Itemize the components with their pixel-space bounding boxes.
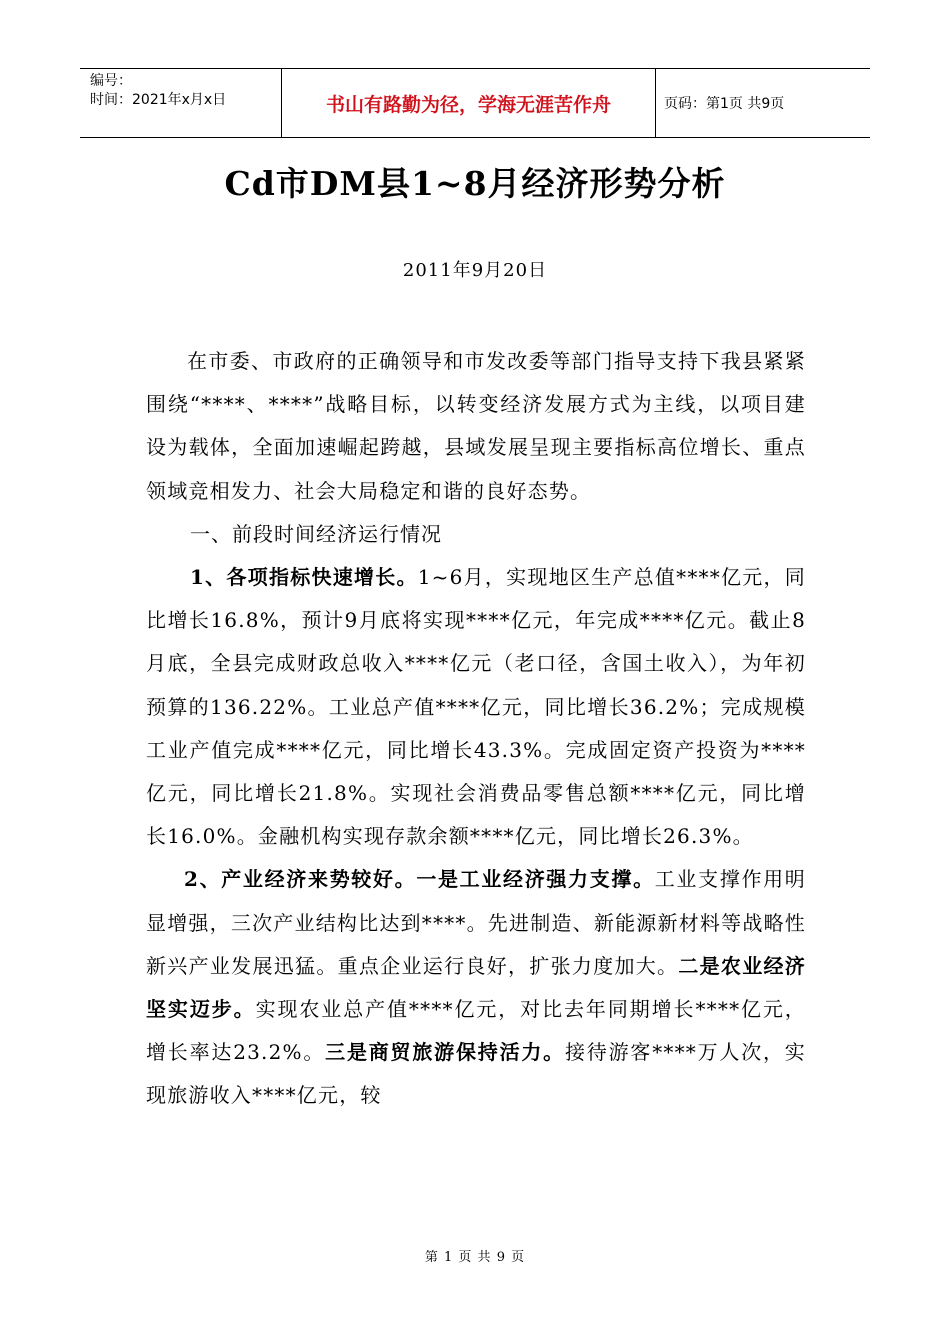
item2-sub3-heading: 三是商贸旅游保持活力。 [325, 1040, 565, 1065]
header-page-info: 页码：第1页 共9页 [664, 96, 785, 112]
item2-sub3-text: 接待游客****万人次，实现旅游收入****亿元，较 [146, 1040, 806, 1108]
item2-sub1-heading: 一是工业经济强力支撑。 [416, 867, 655, 892]
item2-sub2-text: 实现农业总产值****亿元，对比去年同期增长****亿元，增长率达23.2%。 [146, 997, 806, 1065]
number-label: 编号： [90, 73, 132, 89]
item1-text: 1~6月，实现地区生产总值****亿元，同比增长16.8%，预计9月底将实现****亿元，年完成****亿元。截止8月底，全县完成财政总收入****亿元（老口径，含国土收入），为年初预算的136.22%。工业总产值****亿元，同比增长36.2%；完成规模工业产值完成****亿元，同比增长43.3%。完成固定资产投资为****亿元，同比增长21.8%。实现社会消费品零售总额****亿元，同比增长16.0%。金融机构实现存款余额****亿元，同比增长26.3%。 [146, 565, 806, 849]
item2-heading: 2、产业经济来势较好。 [184, 867, 417, 892]
document-title: Cd市DM县1~8月经济形势分析 [224, 164, 726, 203]
document-header [80, 68, 870, 138]
item1-paragraph [146, 556, 806, 858]
section-heading: 一、前段时间经济运行情况 [190, 521, 442, 546]
item2-sub1-text: 工业支撑作用明显增强，三次产业结构比达到****。先进制造、新能源新材料等战略性新兴产业发展迅猛。重点企业运行良好，扩张力度加大。 [146, 867, 806, 978]
intro-paragraph: 在市委、市政府的正确领导和市发改委等部门指导支持下我县紧紧围绕“****、****”战略目标，以转变经济发展方式为主线，以项目建设为载体，全面加速崛起跨越，县域发展呈现主要指标高位增长、重点领域竞相发力、社会大局稳定和谐的良好态势。 [146, 349, 806, 503]
item2-sub2-heading: 二是农业经济坚实迈步。 [146, 953, 807, 1022]
document-body [146, 340, 806, 1118]
document-date: 2011年9月20日 [402, 260, 548, 281]
item2-paragraph [146, 858, 806, 1117]
header-motto: 书山有路勤为径，学海无涯苦作舟 [282, 69, 656, 137]
page-footer: 第 1 页 共 9 页 [424, 1250, 526, 1265]
item1-heading: 1、各项指标快速增长。 [190, 565, 418, 590]
time-label: 时间：2021年x月x日 [90, 92, 227, 108]
header-meta [80, 69, 282, 137]
